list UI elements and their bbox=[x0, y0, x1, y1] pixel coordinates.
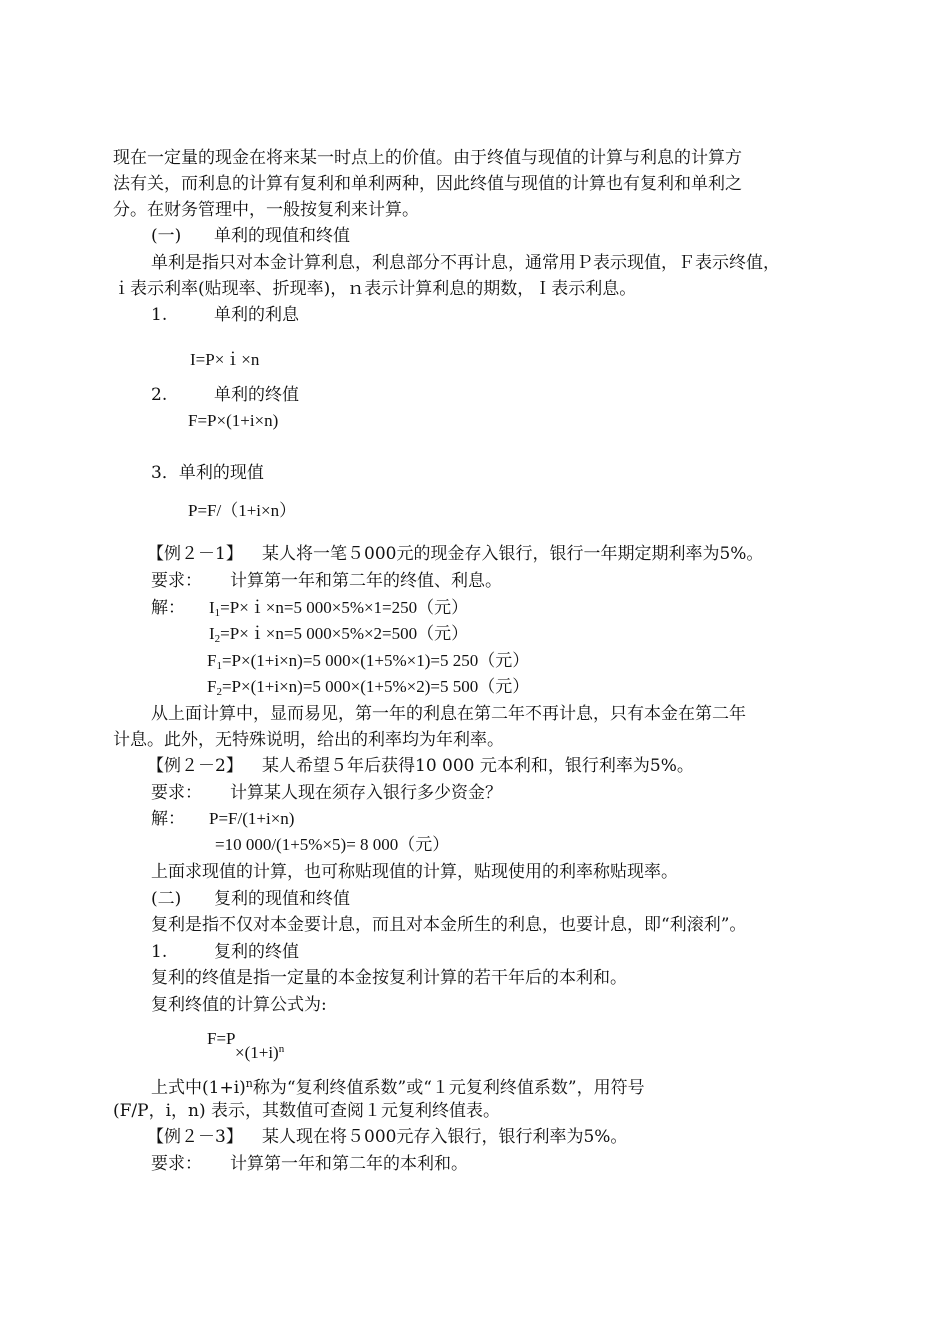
section-number: (一) bbox=[151, 226, 182, 246]
example-text: 某人将一笔５000元的现金存入银行，银行一年期定期利率为5%。 bbox=[262, 544, 764, 564]
solution-line: P=F/(1+i×n) bbox=[209, 809, 295, 828]
requirement-label: 要求： bbox=[151, 571, 202, 591]
paragraph-line: 上面求现值的计算，也可称贴现值的计算，贴现使用的利率称贴现率。 bbox=[151, 862, 678, 882]
paragraph-line: 单利是指只对本金计算利息，利息部分不再计息，通常用Ｐ表示现值，Ｆ表示终值， bbox=[151, 253, 780, 273]
section-heading: 复利的现值和终值 bbox=[214, 889, 350, 909]
paragraph-line: 复利是指不仅对本金要计息，而且对本金所生的利息，也要计息，即“利滚利”。 bbox=[151, 915, 747, 935]
requirement-label: 要求： bbox=[151, 1154, 202, 1174]
paragraph-line: 复利终值的计算公式为: bbox=[151, 995, 327, 1015]
paragraph-line: 复利的终值是指一定量的本金按复利计算的若干年后的本利和。 bbox=[151, 968, 627, 988]
section-number: (二) bbox=[151, 889, 182, 909]
subsection-heading: 单利的终值 bbox=[214, 385, 299, 405]
subsection-number: 2. bbox=[151, 385, 168, 405]
paragraph-line: 分。在财务管理中，一般按复利来计算。 bbox=[113, 200, 419, 220]
subsection-heading: 3．单利的现值 bbox=[151, 463, 264, 483]
paragraph-line: 从上面计算中，显而易见，第一年的利息在第二年不再计息，只有本金在第二年 bbox=[151, 704, 746, 724]
paragraph-line: 计息。此外，无特殊说明，给出的利率均为年利率。 bbox=[113, 730, 504, 750]
requirement-text: 计算第一年和第二年的本利和。 bbox=[230, 1154, 468, 1174]
subsection-heading: 单利的利息 bbox=[214, 305, 299, 325]
subsection-number: 1. bbox=[151, 305, 168, 325]
subsection-heading: 复利的终值 bbox=[214, 942, 299, 962]
solution-line: $I_1=P\times i\times n=5$ 000×5%×1=250（元） bbox=[209, 598, 469, 619]
solution-label: 解： bbox=[151, 598, 185, 618]
section-heading: 单利的现值和终值 bbox=[214, 226, 350, 246]
formula: F=P×(1+i×n) bbox=[188, 411, 279, 430]
paragraph-line: 现在一定量的现金在将来某一时点上的价值。由于终值与现值的计算与利息的计算方 bbox=[113, 148, 742, 168]
solution-line: $I_2=P\times i\times n=5$ 000×5%×2=500（元） bbox=[209, 624, 469, 645]
paragraph-line: 上式中$(1+i)^n$称为“复利终值系数”或“１元复利终值系数”，用符号 bbox=[151, 1077, 645, 1098]
formula-part: $\times(1+i)^n$ bbox=[235, 1043, 285, 1062]
solution-line: =10 000/(1+5%×5)= 8 000（元） bbox=[215, 835, 450, 854]
solution-label: 解： bbox=[151, 809, 185, 829]
requirement-text: 计算某人现在须存入银行多少资金？ bbox=[230, 783, 502, 803]
requirement-label: 要求： bbox=[151, 783, 202, 803]
example-tag: 【例２－3】 bbox=[147, 1127, 243, 1147]
paragraph-line: 法有关，而利息的计算有复利和单利两种，因此终值与现值的计算也有复利和单利之 bbox=[113, 174, 742, 194]
subsection-number: 1. bbox=[151, 942, 168, 962]
solution-line: $F_1=P\times(1+i\times n)=5$ 000×(1+5%×1)=5 250（元） bbox=[207, 651, 530, 672]
requirement-text: 计算第一年和第二年的终值、利息。 bbox=[230, 571, 502, 591]
formula: I=P×ｉ×n bbox=[190, 350, 260, 369]
formula: P=F/（1+i×n） bbox=[188, 501, 297, 520]
solution-line: $F_2=P\times(1+i\times n)=5$ 000×(1+5%×2)=5 500（元） bbox=[207, 677, 530, 698]
example-text: 某人希望５年后获得10 000 元本利和，银行利率为5%。 bbox=[262, 756, 694, 776]
paragraph-line: ｉ表示利率(贴现率、折现率)，ｎ表示计算利息的期数，Ｉ表示利息。 bbox=[113, 279, 637, 299]
paragraph-line: (F/P，i，n) 表示，其数值可查阅１元复利终值表。 bbox=[113, 1101, 501, 1121]
example-tag: 【例２－1】 bbox=[147, 544, 243, 564]
formula-part: F=P bbox=[207, 1029, 236, 1048]
example-tag: 【例２－2】 bbox=[147, 756, 243, 776]
example-text: 某人现在将５000元存入银行，银行利率为5%。 bbox=[262, 1127, 628, 1147]
